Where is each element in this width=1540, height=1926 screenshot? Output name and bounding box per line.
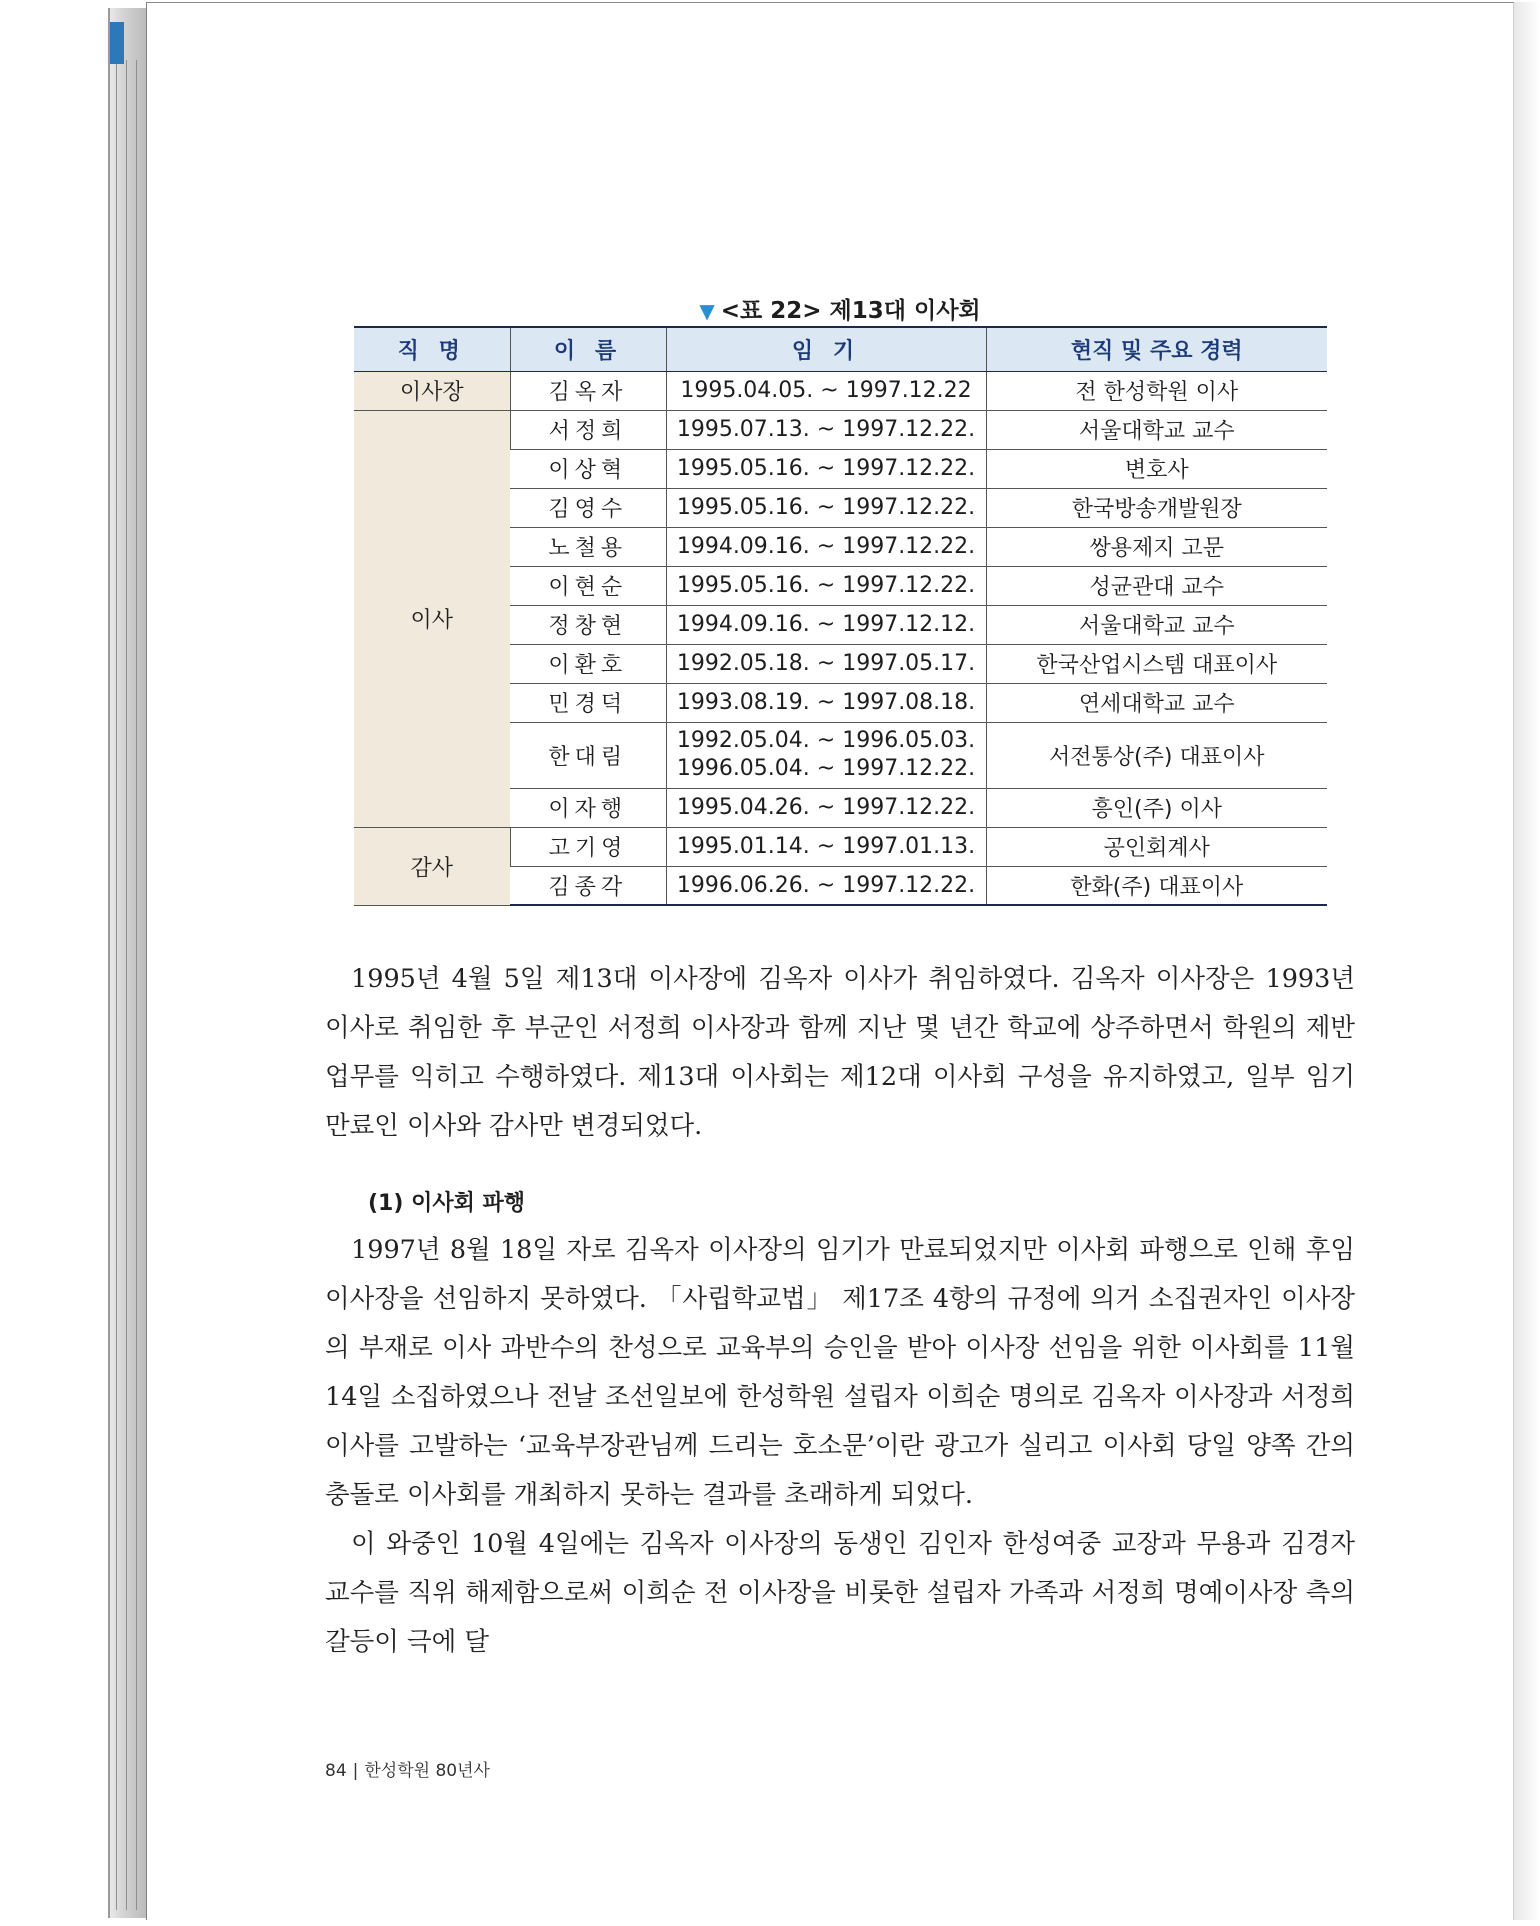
page-edge-line [116,60,117,1910]
name-cell: 이환호 [510,644,666,683]
table-row [354,371,1327,410]
term-cell: 1995.05.16. ~ 1997.12.22. [666,566,986,605]
term-cell: 1994.09.16. ~ 1997.12.12. [666,605,986,644]
name-cell: 이현순 [510,566,666,605]
name-cell: 한대림 [510,722,666,788]
table-row [354,827,1327,866]
role-cell: 이사 [354,410,510,827]
term-cell: 1994.09.16. ~ 1997.12.22. [666,527,986,566]
name-cell: 노철용 [510,527,666,566]
career-cell: 서전통상(주) 대표이사 [986,722,1327,788]
name-cell: 김종각 [510,866,666,905]
section-heading: (1) 이사회 파행 [368,1191,525,1216]
paragraph-text: 1997년 8월 18일 자로 김옥자 이사장의 임기가 만료되었지만 이사회 파행으로 인해 후임 이사장을 선임하지 못하였다. 「사립학교법」 제17조 4항의 규정에 의거 소집권자인 이사장의 부재로 이사 과반수의 찬성으로 교육부의 승인을 받아 이사장 선임을 위한 이사회를 11월 14일 소집하였으나 전날 조선일보에 한성학원 설립자 이희순 명의로 김옥자 이사장과 서정희 이사를 고발하는 ‘교육부장관님께 드리는 호소문’이란 광고가 실리고 이사회 당일 양쪽 간의 충돌로 이사회를 개최하지 못하는 결과를 초래하게 되었다. [325,1235,1355,1510]
footer-separator: | [352,1761,359,1781]
career-cell: 한국방송개발원장 [986,488,1327,527]
term-cell: 1992.05.18. ~ 1997.05.17. [666,644,986,683]
role-cell: 감사 [354,827,510,905]
name-cell: 김옥자 [510,371,666,410]
term-cell: 1996.06.26. ~ 1997.12.22. [666,866,986,905]
triangle-down-icon: ▼ [699,299,715,323]
board-members-table [354,326,1327,906]
bookmark-tab [110,22,124,64]
page-footer [325,1756,490,1781]
term-cell: 1995.04.05. ~ 1997.12.22 [666,371,986,410]
name-cell: 정창현 [510,605,666,644]
book-title: 한성학원 80년사 [364,1761,490,1781]
career-cell: 전 한성학원 이사 [986,371,1327,410]
body-paragraph-2 [325,1226,1355,1667]
column-header-career: 현직 및 주요 경력 [986,327,1327,371]
career-cell: 한화(주) 대표이사 [986,866,1327,905]
name-cell: 이자행 [510,788,666,827]
name-cell: 민경덕 [510,683,666,722]
term-cell: 1995.04.26. ~ 1997.12.22. [666,788,986,827]
name-cell: 고기영 [510,827,666,866]
role-cell: 이사장 [354,371,510,410]
table-row [354,410,1327,449]
name-cell: 이상혁 [510,449,666,488]
table-caption [354,292,1326,325]
page-shadow [1512,2,1540,1920]
career-cell: 흥인(주) 이사 [986,788,1327,827]
name-cell: 서정희 [510,410,666,449]
page-number: 84 [325,1761,347,1781]
table-caption-text: <표 22> 제13대 이사회 [720,298,981,324]
column-header-name: 이 름 [510,327,666,371]
body-paragraph-1 [325,955,1355,1151]
table-header-row [354,327,1327,371]
term-line-2: 1996.05.04. ~ 1997.12.22. [676,756,976,781]
term-line-1: 1992.05.04. ~ 1996.05.03. [676,728,976,753]
career-cell: 한국산업시스템 대표이사 [986,644,1327,683]
career-cell: 서울대학교 교수 [986,605,1327,644]
page-edge-line [126,60,127,1910]
career-cell: 쌍용제지 고문 [986,527,1327,566]
career-cell: 공인회계사 [986,827,1327,866]
paragraph-text: 이 와중인 10월 4일에는 김옥자 이사장의 동생인 김인자 한성여중 교장과 무용과 김경자 교수를 직위 해제함으로써 이희순 전 이사장을 비롯한 설립자 가족과 서정희 명예이사장 측의 갈등이 극에 달 [325,1529,1355,1657]
name-cell: 김영수 [510,488,666,527]
column-header-term: 임 기 [666,327,986,371]
career-cell: 서울대학교 교수 [986,410,1327,449]
page-edge-line [136,60,137,1910]
term-cell [666,722,986,788]
career-cell: 변호사 [986,449,1327,488]
book-page-edge [108,8,148,1918]
career-cell: 연세대학교 교수 [986,683,1327,722]
paragraph-text: 1995년 4월 5일 제13대 이사장에 김옥자 이사가 취임하였다. 김옥자 이사장은 1993년 이사로 취임한 후 부군인 서정희 이사장과 함께 지난 몇 년간 학교에 상주하면서 학원의 제반 업무를 익히고 수행하였다. 제13대 이사회는 제12대 이사회 구성을 유지하였고, 일부 임기 만료인 이사와 감사만 변경되었다. [325,964,1355,1141]
career-cell: 성균관대 교수 [986,566,1327,605]
term-cell: 1993.08.19. ~ 1997.08.18. [666,683,986,722]
column-header-role: 직 명 [354,327,510,371]
term-cell: 1995.05.16. ~ 1997.12.22. [666,488,986,527]
term-cell: 1995.05.16. ~ 1997.12.22. [666,449,986,488]
term-cell: 1995.07.13. ~ 1997.12.22. [666,410,986,449]
term-cell: 1995.01.14. ~ 1997.01.13. [666,827,986,866]
